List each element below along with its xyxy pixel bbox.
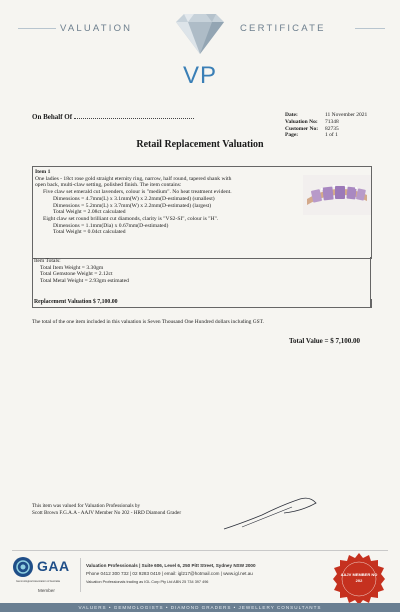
ring-photo-icon: [303, 175, 371, 215]
item-box: [32, 166, 372, 259]
stones1-line: Dimensions = 5.2mm(L) x 3.7mm(W) x 2.2mm(D-estimated) (largest): [53, 202, 212, 209]
footer-rule: [12, 550, 388, 551]
meta-row: Page: 1 of 1: [285, 132, 338, 139]
signature-icon: [222, 493, 322, 533]
totals-row: Total Metal Weight = 2.93gm estimated: [40, 277, 129, 284]
totals-row: Total Item Weight = 3.30gm: [40, 264, 104, 271]
item-line: open back, multi-claw setting, polished finish. The item contains:: [35, 182, 182, 189]
on-behalf-of: [32, 112, 194, 121]
header-valuation: VALUATION: [60, 23, 133, 34]
company-address: Valuation Professionals | Suite 606, Level 6, 250 Pitt Street, Sydney NSW 2000: [86, 563, 256, 568]
total-value: Total Value = $ 7,100.00: [289, 337, 361, 345]
trading-name: Valuation Professionals trading as IGL Corp Pty Ltd ABN 25 734 397 496: [86, 580, 209, 584]
replacement-valuation: Replacement Valuation $ 7,100.00: [34, 299, 118, 305]
stones2-line: Dimensions = 1.1mm(Dia) x 0.67mm(D-estimated): [53, 222, 169, 229]
footer-bar: VALUERS • GEMMOLOGISTS • DIAMOND GRADERS • JEWELLERY CONSULTANTS: [0, 603, 400, 612]
meta-row: Date: 11 November 2021: [285, 112, 368, 118]
stones1-line: Total Weight = 2.08ct calculated: [53, 209, 126, 216]
header-rule-right: [355, 28, 385, 29]
phone-email: Phone 0412 300 732 | 02 9283 0419 | email: igl217@hotmail.com | www.igl.net.au: [86, 571, 253, 576]
on-behalf-dots: [74, 112, 194, 119]
logo-initials: VP: [182, 62, 217, 89]
on-behalf-label: On Behalf Of: [32, 113, 73, 121]
stones1-line: Dimensions = 4.7mm(L) x 3.1mm(W) x 2.2mm(D-estimated) (smallest): [53, 195, 215, 202]
valued-by-line: This item was valued for Valuation Professionals by: [32, 503, 141, 509]
item-line: One ladies - 18ct rose gold straight eternity ring, narrow, half round, tapered shank with: [35, 175, 232, 182]
stones1-heading: Five claw set emerald cut lavenders, colour is "medium". No heat treatment evident.: [43, 189, 232, 196]
header-certificate: CERTIFICATE: [240, 23, 326, 34]
meta-row: Valuation No: 71348: [285, 118, 339, 125]
seal-text: AAJV MEMBER NO 202: [340, 572, 378, 583]
gaa-member: Member: [38, 588, 55, 593]
gaa-globe-icon: [12, 556, 34, 578]
meta-block: [285, 112, 367, 139]
header-rule-left: [18, 28, 56, 29]
gaa-logo-text: GAA: [37, 558, 70, 574]
footer-divider: [80, 558, 81, 592]
stones2-line: Total Weight = 0.04ct calculated: [53, 229, 126, 236]
item-description: [35, 169, 303, 236]
item-heading: Item 1: [35, 169, 51, 175]
totals-row: Total Gemstone Weight = 2.12ct: [40, 271, 113, 278]
document-title: Retail Replacement Valuation: [136, 139, 264, 150]
aajv-seal: [332, 552, 386, 606]
valuation-statement: The total of the one item included in this valuation is Seven Thousand One Hundred dollars including GST.: [32, 319, 264, 325]
valuer-name: Scott Brown F.G.A.A - AAJV Member No 202 - HRD Diamond Grader: [32, 510, 182, 516]
meta-row: Customer No: 82735: [285, 125, 339, 132]
gaa-subtitle: Gemmological Association of Australia: [16, 580, 60, 583]
totals-heading: Item Totals:: [34, 258, 61, 264]
stones2-heading: Eight claw set round brilliant cut diamonds, clarity is "VS2-SI", colour is "H".: [43, 215, 219, 222]
contact-block: [86, 562, 326, 586]
item-totals: [32, 258, 370, 302]
valued-by: [32, 503, 181, 517]
